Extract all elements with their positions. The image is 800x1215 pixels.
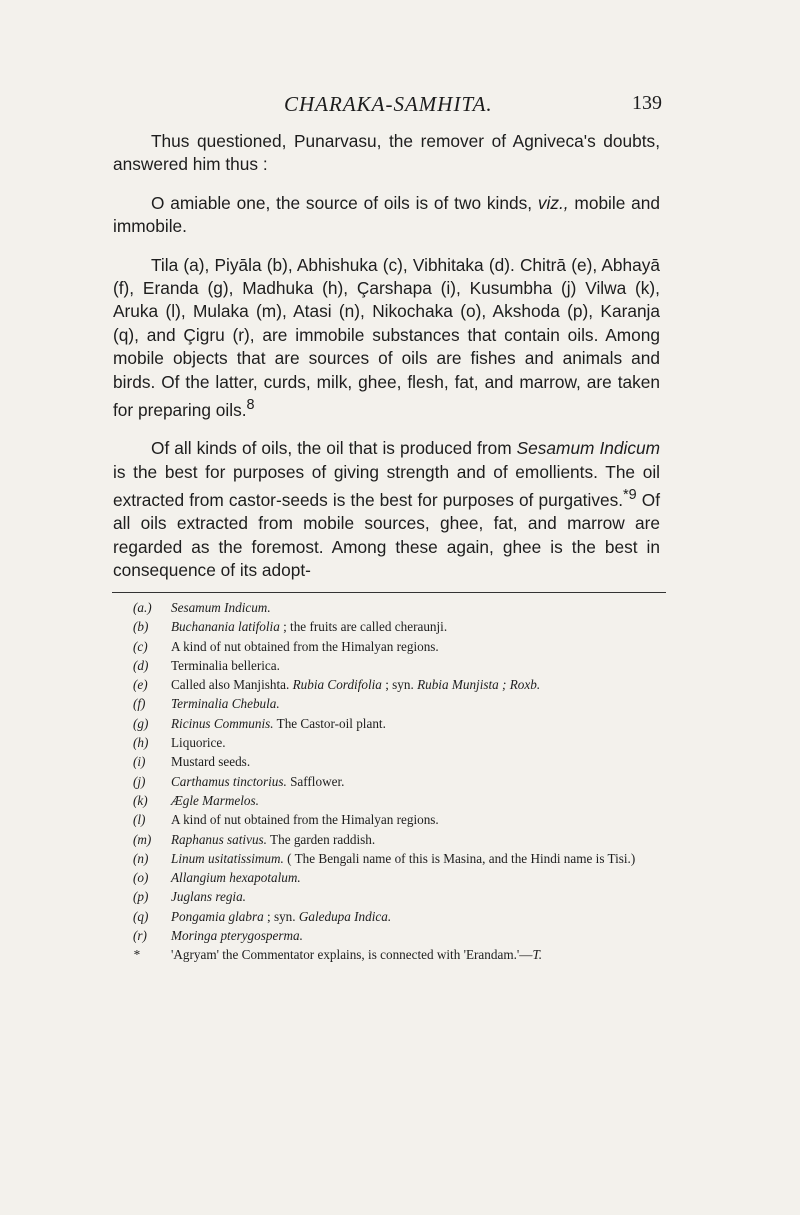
footnote-label: (p) xyxy=(133,889,149,905)
footnote-item xyxy=(133,849,668,868)
footnote-plain-text: The garden raddish. xyxy=(266,831,376,847)
footnote-item xyxy=(133,598,668,617)
footnote-text xyxy=(171,639,439,654)
footnote-plain-text: A kind of nut obtained from the Himalyan regions. xyxy=(171,812,439,828)
footnote-item xyxy=(133,656,668,675)
footnote-label: (l) xyxy=(133,812,146,828)
footnote-text xyxy=(171,947,542,962)
footnote-italic-text: Galedupa Indica. xyxy=(298,908,392,924)
footnote-label: (q) xyxy=(133,908,149,924)
footnote-text xyxy=(171,889,246,904)
footnote-plain-text: Liquorice. xyxy=(171,735,226,751)
footnote-item xyxy=(133,945,668,964)
paragraph-4-text-a: Of all kinds of oils, the oil that is produced from xyxy=(151,438,517,459)
footnote-item xyxy=(133,617,668,636)
footnote-item xyxy=(133,637,668,656)
footnote-plain-text: ; syn. xyxy=(263,908,299,924)
footnote-plain-text: Safflower. xyxy=(286,773,345,789)
page-header xyxy=(112,92,662,122)
footnote-label: (e) xyxy=(133,677,148,693)
footnote-label: (b) xyxy=(133,619,149,635)
footnote-ref-8: 8 xyxy=(246,397,255,414)
footnote-label: * xyxy=(133,947,140,963)
footnote-text xyxy=(171,658,280,673)
paragraph-2 xyxy=(113,192,660,239)
footnote-ref-9: *9 xyxy=(623,487,637,504)
paragraph-3 xyxy=(113,254,660,423)
footnote-plain-text: ; the fruits are called cheraunji. xyxy=(279,619,448,635)
footnote-label: (k) xyxy=(133,792,148,808)
footnote-italic-text: Buchanania latifolia xyxy=(171,619,280,635)
footnote-italic-text: Raphanus sativus. xyxy=(171,831,267,847)
footnote-text xyxy=(171,677,540,692)
running-title: CHARAKA-SAMHITA. xyxy=(284,92,493,116)
footnote-text xyxy=(171,754,250,769)
footnote-italic-text: Pongamia glabra xyxy=(171,908,264,924)
footnote-text xyxy=(171,832,375,847)
footnote-item xyxy=(133,907,668,926)
paragraph-2-viz: viz., xyxy=(537,192,569,213)
footnote-italic-text: Ricinus Communis. xyxy=(171,715,274,731)
footnote-item xyxy=(133,810,668,829)
footnote-italic-text: Ægle Marmelos. xyxy=(171,792,259,808)
footnote-item xyxy=(133,772,668,791)
footnote-italic-text: Terminalia Chebula. xyxy=(171,696,280,712)
paragraph-4-text-c: Of all oils extracted from mobile sources, ghee, fat, and marrow are regarded as the foremost. Among these again, ghee is the best in consequence of its adopt- xyxy=(113,489,661,581)
footnote-item xyxy=(133,926,668,945)
footnote-text xyxy=(171,793,259,808)
footnote-label: (a.) xyxy=(133,600,152,615)
footnote-label: (j) xyxy=(133,773,146,789)
footnote-text xyxy=(171,812,439,827)
footnote-divider xyxy=(112,592,666,593)
page-number: 139 xyxy=(632,92,662,114)
footnote-plain-text: A kind of nut obtained from the Himalyan regions. xyxy=(171,638,439,654)
footnote-label: (f) xyxy=(133,696,146,712)
footnote-item xyxy=(133,830,668,849)
paragraph-4-sesamum: Sesamum Indicum xyxy=(516,438,660,459)
footnote-label: (o) xyxy=(133,870,149,886)
footnote-italic-text: Rubia Munjista ; Roxb. xyxy=(417,677,541,693)
footnotes xyxy=(133,598,668,965)
footnote-text xyxy=(171,870,301,885)
footnote-item xyxy=(133,675,668,694)
paragraph-4-text-b: is the best for purposes of giving strength and of emollients. The oil extracted from castor-seeds is the best for purposes of purgatives. xyxy=(113,461,660,510)
footnote-item xyxy=(133,752,668,771)
footnote-label: (n) xyxy=(133,850,149,866)
footnote-text xyxy=(171,696,280,711)
footnote-item xyxy=(133,694,668,713)
paragraph-3-text: Tila (a), Piyāla (b), Abhishuka (c), Vibhitaka (d). Chitrā (e), Abhayā (f), Eranda (g), Madhuka (h), Çarshapa (i), Kusumbha (j) Vilwa (k), Aruka (l), Mulaka (m), Atasi (n), Nikochaka (o), Akshoda (p), Karanja (q), and Çigru (r), are immobile substances that contain oils. Among mobile objects that are sources of oils are fishes and animals and birds. Of the latter, curds, milk, ghee, flesh, fat, and marrow, are taken for preparing oils. xyxy=(113,254,660,420)
footnote-label: (r) xyxy=(133,928,147,944)
footnote-italic-text: Rubia Cordifolia xyxy=(292,677,382,693)
footnote-text xyxy=(171,600,271,615)
footnote-italic-text: Juglans regia. xyxy=(171,889,246,905)
footnote-plain-text: ; syn. xyxy=(381,677,418,693)
footnote-plain-text: ( The Bengali name of this is Masina, and the Hindi name is Tisi.) xyxy=(283,850,636,866)
footnote-italic-text: Carthamus tinctorius. xyxy=(171,773,287,789)
footnote-italic-text: Moringa pterygosperma. xyxy=(171,928,303,944)
paragraph-2-text-b: mobile and immobile. xyxy=(113,192,661,237)
footnote-text xyxy=(171,928,303,943)
footnote-label: (h) xyxy=(133,735,149,751)
footnote-label: (i) xyxy=(133,754,146,770)
footnote-text xyxy=(171,735,226,750)
footnote-text xyxy=(171,851,635,866)
body-text xyxy=(113,130,660,582)
paragraph-2-text-a: O amiable one, the source of oils is of two kinds, xyxy=(151,192,538,213)
footnote-italic-text: Linum usitatissimum. xyxy=(171,850,284,866)
footnote-label: (m) xyxy=(133,831,152,847)
footnote-item xyxy=(133,868,668,887)
footnote-plain-text: Mustard seeds. xyxy=(171,754,251,770)
footnote-item xyxy=(133,887,668,906)
footnote-text xyxy=(171,909,391,924)
footnote-plain-text: Terminalia bellerica. xyxy=(171,657,280,673)
footnote-italic-text: Allangium hexapotalum. xyxy=(171,870,301,886)
footnote-text xyxy=(171,716,386,731)
paragraph-4 xyxy=(113,437,660,582)
footnote-italic-text: Sesamum Indicum. xyxy=(171,600,271,615)
footnote-label: (g) xyxy=(133,715,149,731)
footnote-item xyxy=(133,733,668,752)
footnote-label: (d) xyxy=(133,657,149,673)
paragraph-1: Thus questioned, Punarvasu, the remover of Agniveca's doubts, answered him thus : xyxy=(113,131,660,175)
footnote-plain-text: The Castor-oil plant. xyxy=(273,715,386,731)
footnote-plain-text: 'Agryam' the Commentator explains, is connected with 'Erandam.'— xyxy=(171,947,533,963)
footnote-text xyxy=(171,774,344,789)
footnote-plain-text: Called also Manjishta. xyxy=(171,677,293,693)
footnote-item xyxy=(133,714,668,733)
footnote-label: (c) xyxy=(133,638,148,654)
footnote-text xyxy=(171,619,447,634)
footnote-italic-text: T. xyxy=(532,947,543,963)
footnote-item xyxy=(133,791,668,810)
